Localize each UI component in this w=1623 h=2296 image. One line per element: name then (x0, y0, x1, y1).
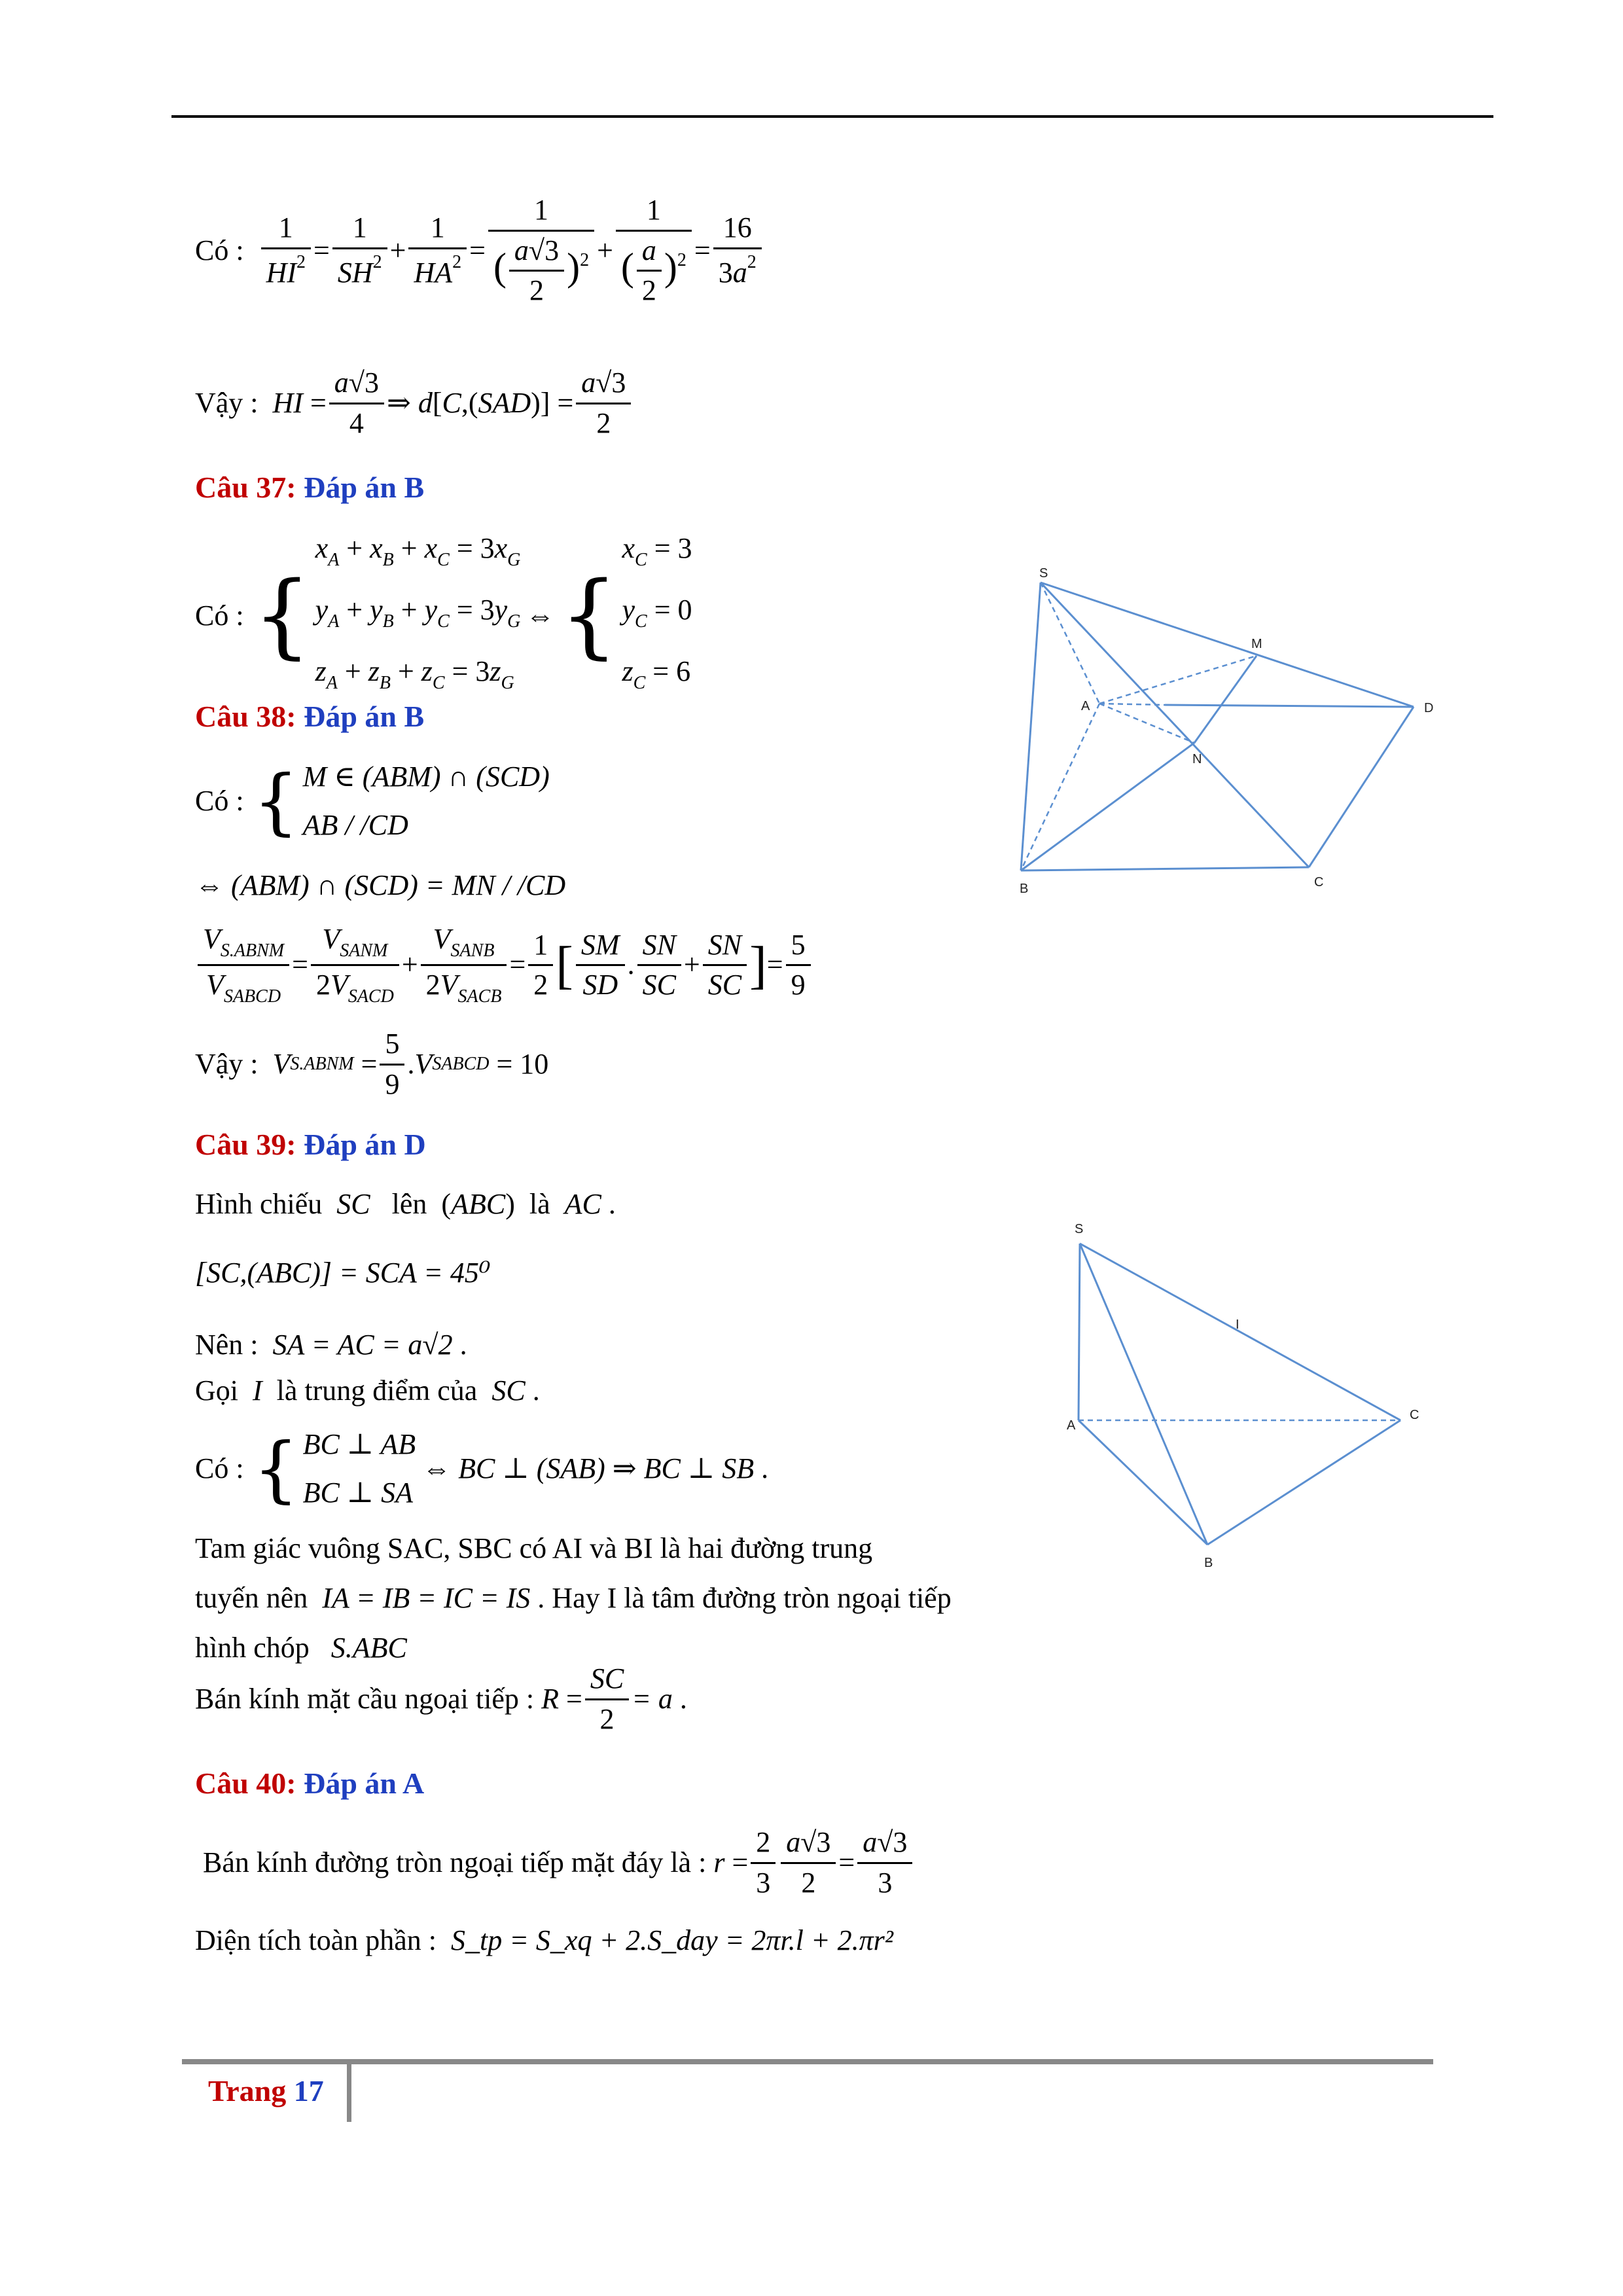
fig1-label-b: B (1020, 882, 1029, 896)
edge-cd (1309, 707, 1414, 867)
q37-system: Có : { $x_A + x_B + x_C = 3x_G$ $y_A + y_B + y_C = 3y_G$ $z_A + z_B + z_C = 3z_G$ ⇔ { $x_C = 3$ $y_C = 0$ $z_C = 6$ (195, 532, 692, 693)
q40-formula: S_tp = S_xq + 2.S_day = 2πr.l + 2.πr² (451, 1924, 893, 1956)
edge-am (1099, 656, 1257, 704)
q38-final: Vậy : V S.ABNM = $\frac{5}{9}$ . V SABCD = 10 (195, 1028, 549, 1100)
q40-answer: Đáp án A (304, 1767, 425, 1800)
edge-sa (1079, 1244, 1080, 1420)
co-label: Có : (195, 1452, 244, 1484)
footer-divider (347, 2062, 351, 2122)
edge-an (1099, 704, 1194, 743)
q39-label: Câu 39: (195, 1128, 296, 1161)
edge-ab (1021, 704, 1099, 870)
q38-line1: ⇔ (ABM) ∩ (SCD) = MN / /CD (195, 869, 566, 901)
co-label: Có : (195, 784, 244, 817)
edge-sc (1080, 1244, 1400, 1420)
q39-p4: Bán kính mặt cầu ngoại tiếp : (195, 1682, 535, 1715)
fig1-label-c: C (1314, 875, 1324, 889)
q38-ratio: $\frac{V_{S.ABNM}}{V_{SABCD}}$ = $\frac{V_{SANM}}{2V_{SACD}}$ + $\frac{V_{SANB}}{2V_{SACB}}$ = $\frac{1}{2}$ [ $\frac{SM}{SD}$ . $\frac{SN}{SC}$ + $\frac{SN}{SC}$ ] = $\frac{5}{9}$ (195, 923, 813, 1007)
fig2-label-i: I (1236, 1318, 1240, 1332)
q38-sys-line-1: M ∈ (ABM) ∩ (SCD) (302, 761, 550, 793)
header-rule (171, 115, 1493, 118)
hi-conclusion: Vậy : HI = $\frac{a√3}{4}$ ⇒ d [ C ,( SAD )] = $\frac{a√3}{2}$ (195, 367, 633, 440)
vay-label: Vậy : (195, 1047, 259, 1080)
fig2-label-c: C (1410, 1408, 1419, 1422)
q40-l1: Bán kính đường tròn ngoại tiếp mặt đáy là : (203, 1846, 707, 1878)
page-value: 17 (293, 2074, 324, 2108)
edge-nm (1194, 656, 1257, 743)
q39-sys-line-2: BC ⊥ SA (302, 1477, 414, 1509)
q39-p1: Tam giác vuông SAC, SBC có AI và BI là hai đường trung (195, 1532, 873, 1564)
q39-sys-result: ⇔ BC ⊥ (SAB) ⇒ BC ⊥ SB (422, 1452, 755, 1484)
text: Gọi (195, 1374, 238, 1407)
q40-l2: Diện tích toàn phần : (195, 1924, 437, 1956)
q39-line1: Hình chiếu SC lên (ABC) là AC . (195, 1188, 616, 1220)
edge-sb (1080, 1244, 1207, 1545)
q40-heading (195, 1766, 424, 1801)
q39-line3: Nên : SA = AC = a√2 . (195, 1329, 467, 1361)
q37-answer: Đáp án B (304, 471, 425, 504)
q38-sys-line-2: AB / /CD (302, 809, 408, 841)
vay-label: Vậy : (195, 386, 259, 419)
q39-sys-line-1: BC ⊥ AB (302, 1428, 416, 1460)
page-number (208, 2073, 324, 2108)
fig1-label-m: M (1251, 637, 1262, 651)
formula: S.ABC (330, 1632, 407, 1664)
fig1-label-n: N (1192, 752, 1202, 766)
q38-system: Có : { M ∈ (ABM) ∩ (SCD) AB / /CD (195, 753, 550, 850)
q38-heading (195, 699, 424, 734)
edge-sd (1041, 583, 1414, 707)
q39-line4: Gọi I là trung điểm của SC . (195, 1374, 540, 1407)
edge-bc (1021, 867, 1309, 870)
fig2-label-a: A (1067, 1418, 1076, 1433)
text: lên (391, 1188, 427, 1220)
text: là (529, 1188, 550, 1220)
edge-sc (1041, 583, 1309, 867)
text: là trung điểm của (276, 1374, 478, 1407)
q39-line2: [SC,(ABC)] = SCA = 45⁰ (195, 1257, 491, 1289)
q40-line1: Bán kính đường tròn ngoại tiếp mặt đáy là : r = $\frac{2}{3}$ $\frac{a√3}{2}$ = $\frac{a√3}{3}$ (203, 1826, 915, 1899)
fig1-label-d: D (1424, 701, 1434, 715)
fig1-label-s: S (1039, 566, 1048, 581)
edge-ab (1079, 1420, 1207, 1545)
text: tuyến nên (195, 1582, 308, 1614)
formula: IA = IB = IC = IS (322, 1582, 531, 1614)
edge-sb (1021, 583, 1041, 870)
footer-rule (182, 2059, 1433, 2064)
hi-result: 16 (722, 211, 752, 244)
text: Hình chiếu (195, 1188, 323, 1220)
pyramid-figure-2 (1060, 1211, 1427, 1590)
q37-label: Câu 37: (195, 471, 296, 504)
edge-sa (1041, 583, 1099, 704)
q39-r-result: = a (632, 1682, 673, 1715)
fig1-label-a: A (1081, 699, 1090, 713)
text: Nên : (195, 1329, 259, 1361)
text: . Hay I là tâm đường tròn ngoại tiếp (537, 1582, 952, 1614)
hi-equation: Có : $\frac{1}{HI^2}$ = $\frac{1}{SH^2}$ + $\frac{1}{HA^2}$ = 1 ( $\frac{a√3}{2}$ )$^2$ + 1 ( $\frac{a}{2}$ )$^2$ = $\frac{16}{3a^2}$ (195, 194, 764, 308)
co-label: Có : (195, 234, 244, 266)
edge-bc (1207, 1420, 1400, 1545)
q40-line2 (195, 1924, 893, 1958)
q37-heading (195, 470, 424, 505)
fig2-label-b: B (1204, 1556, 1213, 1570)
q38-answer: Đáp án B (304, 700, 425, 733)
page-label: Trang (208, 2074, 287, 2108)
q39-heading (195, 1127, 426, 1162)
pyramid-figure-1 (1008, 563, 1453, 910)
text: hình chóp (195, 1632, 310, 1664)
formula: SA = AC = a√2 (272, 1329, 453, 1361)
co-label: Có : (195, 599, 244, 632)
q39-answer: Đáp án D (304, 1128, 426, 1161)
q39-radius: Bán kính mặt cầu ngoại tiếp : R = $\frac{SC}{2}$ = a . (195, 1662, 687, 1735)
q38-label: Câu 38: (195, 700, 296, 733)
q40-label: Câu 40: (195, 1767, 296, 1800)
edge-bn (1021, 743, 1194, 870)
q39-paragraph (195, 1524, 952, 1673)
q39-system: Có : { BC ⊥ AB BC ⊥ SA ⇔ BC ⊥ (SAB) ⇒ BC ⊥ SB . (195, 1420, 768, 1517)
fig2-label-s: S (1075, 1222, 1084, 1236)
edge-ad-solid (1165, 705, 1414, 707)
